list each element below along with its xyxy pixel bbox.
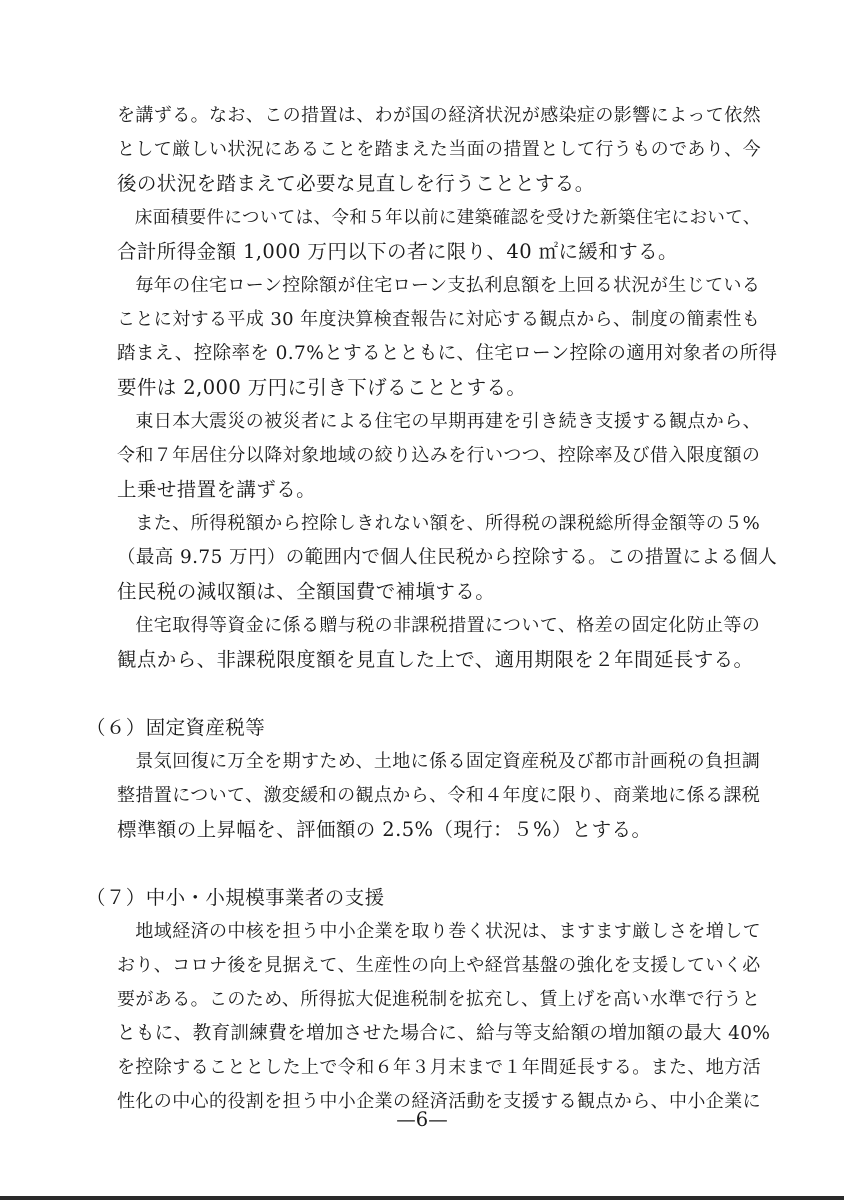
body-text-line: ことに対する平成 30 年度決算検査報告に対応する観点から、制度の簡素性も [117,309,761,330]
body-text-line: （最高 9.75 万円）の範囲内で個人住民税から控除する。この措置による個人 [117,547,778,568]
body-text-line: 要件は 2,000 万円に引き下げることとする。 [117,376,527,399]
body-text-line: 標準額の上昇幅を、評価額の 2.5%（現行：５%）とする。 [117,818,652,841]
body-text-line: 合計所得金額 1,000 万円以下の者に限り、40 ㎡に緩和する。 [117,240,678,263]
body-text-line: 上乗せ措置を講ずる。 [117,478,317,501]
section-heading: （７）中小・小規模事業者の支援 [86,886,385,909]
body-text-line: また、所得税額から控除しきれない額を、所得税の課税総所得金額等の５% [117,513,761,534]
body-text-line: 住宅取得等資金に係る贈与税の非課税措置について、格差の固定化防止等の [117,615,761,636]
body-text-line: おり、コロナ後を見据えて、生産性の向上や経営基盤の強化を支援していく必 [117,955,761,976]
body-text-line: 住民税の減収額は、全額国費で補塡する。 [117,580,496,603]
body-text-line: 観点から、非課税限度額を見直した上で、適用期限を２年間延長する。 [117,648,754,671]
bottom-border [0,1196,844,1200]
body-text-line: 床面積要件については、令和５年以前に建築確認を受けた新築住宅において、 [117,208,761,228]
body-text-line: 毎年の住宅ローン控除額が住宅ローン支払利息額を上回る状況が生じている [117,275,761,296]
body-text-line: 整措置について、激変緩和の観点から、令和４年度に限り、商業地に係る課税 [117,785,761,806]
body-text-line: 性化の中心的役割を担う中小企業の経済活動を支援する観点から、中小企業に [117,1091,761,1112]
body-text-line: として厳しい状況にあることを踏まえた当面の措置として行うものであり、今 [117,139,761,160]
body-text-line: 令和７年居住分以降対象地域の絞り込みを行いつつ、控除率及び借入限度額の [117,445,761,466]
body-text-line: 要がある。このため、所得拡大促進税制を拡充し、賃上げを高い水準で行うと [117,989,761,1010]
body-text-line: 地域経済の中核を担う中小企業を取り巻く状況は、ますます厳しさを増して [117,921,761,942]
body-text-line: 踏まえ、控除率を 0.7%とするとともに、住宅ローン控除の適用対象者の所得 [117,343,778,364]
body-text-line: 東日本大震災の被災者による住宅の早期再建を引き続き支援する観点から、 [117,411,761,432]
body-text-line: 後の状況を踏まえて必要な見直しを行うこととする。 [117,172,595,195]
body-text-line: を講ずる。なお、この措置は、わが国の経済状況が感染症の影響によって依然 [117,105,761,126]
page-number: —6— [396,1108,448,1131]
body-text-line: を控除することとした上で令和６年３月末まで１年間延長する。また、地方活 [117,1057,761,1078]
body-text-line: 景気回復に万全を期すため、土地に係る固定資産税及び都市計画税の負担調 [117,751,761,772]
section-heading: （６）固定資産税等 [86,716,266,739]
body-text-line: ともに、教育訓練費を増加させた場合に、給与等支給額の増加額の最大 40% [117,1023,771,1044]
